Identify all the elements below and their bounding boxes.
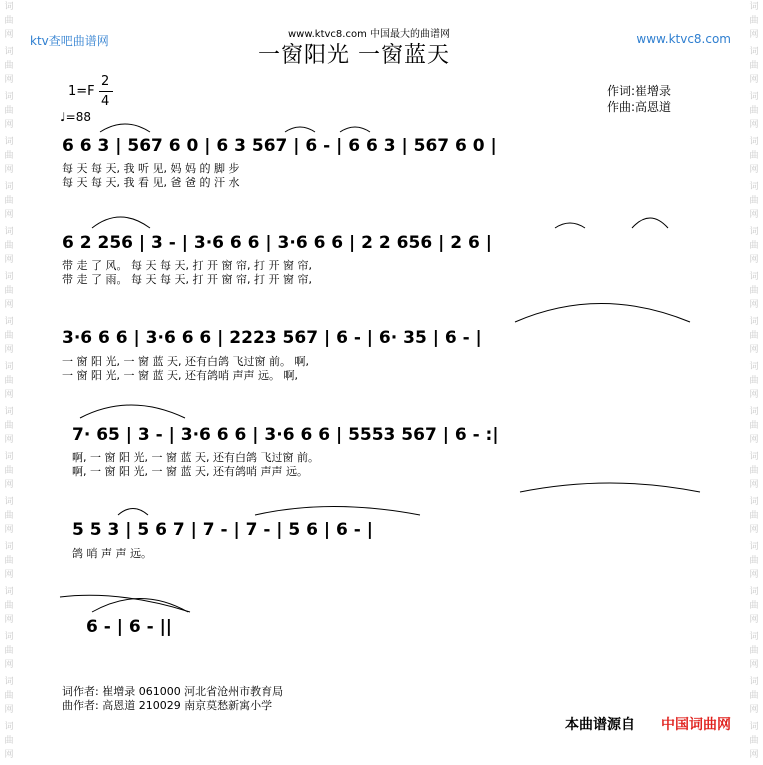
score-row-2-lyric-2: 带 走 了 雨。 每 天 每 天, 打 开 窗 帘, 打 开 窗 帘, [62,273,312,286]
time-denominator: 4 [101,94,110,109]
composer-info: 曲作者: 高恩道 210029 南京莫愁新寓小学 [62,699,273,712]
source-site-link[interactable]: 中国词曲网 [661,717,731,733]
source-label: 本曲谱源自 [565,717,635,733]
score-row-4-notes: 7· 65 | 3 - | 3·6 6 6 | 3·6 6 6 | 5553 567 | 6 - :| [72,425,499,445]
song-title: 一窗阳光 一窗蓝天 [258,43,450,68]
score-row-4-lyric-1: 啊, 一 窗 阳 光, 一 窗 蓝 天, 还有白鸽 飞过窗 前。 [72,451,319,464]
score-row-5-notes: 5 5 3 | 5 6 7 | 7 - | 7 - | 5 6 | 6 - | [72,520,373,540]
score-row-3-lyric-2: 一 窗 阳 光, 一 窗 蓝 天, 还有鸽哨 声声 远。 啊, [62,369,298,382]
time-numerator: 2 [101,74,110,89]
score-row-6-notes: 6 - | 6 - || [86,617,172,637]
top-url-banner: www.ktvc8.com 中国最大的曲谱网 [288,29,451,40]
key-signature: 1=F [68,84,95,99]
composer-credit: 作曲:高恩道 [607,100,672,114]
score-row-3-notes: 3·6 6 6 | 3·6 6 6 | 2223 567 | 6 - | 6· 35 | 6 - | [62,328,482,348]
lyricist-credit: 作词:崔增录 [607,84,672,98]
score-row-2-notes: 6 2 256 | 3 - | 3·6 6 6 | 3·6 6 6 | 2 2 656 | 2 6 | [62,233,492,253]
score-row-1-lyric-2: 每 天 每 天, 我 看 见, 爸 爸 的 汗 水 [62,176,240,189]
tempo-marking: ♩=88 [60,110,91,124]
site-link-right[interactable]: www.ktvc8.com [636,32,731,46]
site-link-left[interactable]: ktv查吧曲谱网 [30,34,109,48]
score-row-1-notes: 6 6 3 | 567 6 0 | 6 3 567 | 6 - | 6 6 3 | 567 6 0 | [62,136,497,156]
watermark-left: 词 曲 网 词 曲 网 词 曲 网 词 曲 网 词 曲 网 词 曲 网 词 曲 网 词 曲 网 词 曲 网 词 曲 网 词 曲 网 词 曲 网 词 曲 网 词 曲 网 词 曲 网 词 曲 网 词 曲 网 [4,2,14,760]
lyricist-info: 词作者: 崔增录 061000 河北省沧州市教育局 [62,685,284,698]
score-row-3-lyric-1: 一 窗 阳 光, 一 窗 蓝 天, 还有白鸽 飞过窗 前。 啊, [62,355,309,368]
score-row-2-lyric-1: 带 走 了 风。 每 天 每 天, 打 开 窗 帘, 打 开 窗 帘, [62,259,312,272]
score-row-1-lyric-1: 每 天 每 天, 我 听 见, 妈 妈 的 脚 步 [62,162,240,175]
watermark-right: 词 曲 网 词 曲 网 词 曲 网 词 曲 网 词 曲 网 词 曲 网 词 曲 网 词 曲 网 词 曲 网 词 曲 网 词 曲 网 词 曲 网 词 曲 网 词 曲 网 词 曲 网 词 曲 网 词 曲 网 [749,2,759,760]
score-row-4-lyric-2: 啊, 一 窗 阳 光, 一 窗 蓝 天, 还有鸽哨 声声 远。 [72,465,308,478]
score-row-5-lyric-1: 鸽 哨 声 声 远。 [72,547,152,560]
